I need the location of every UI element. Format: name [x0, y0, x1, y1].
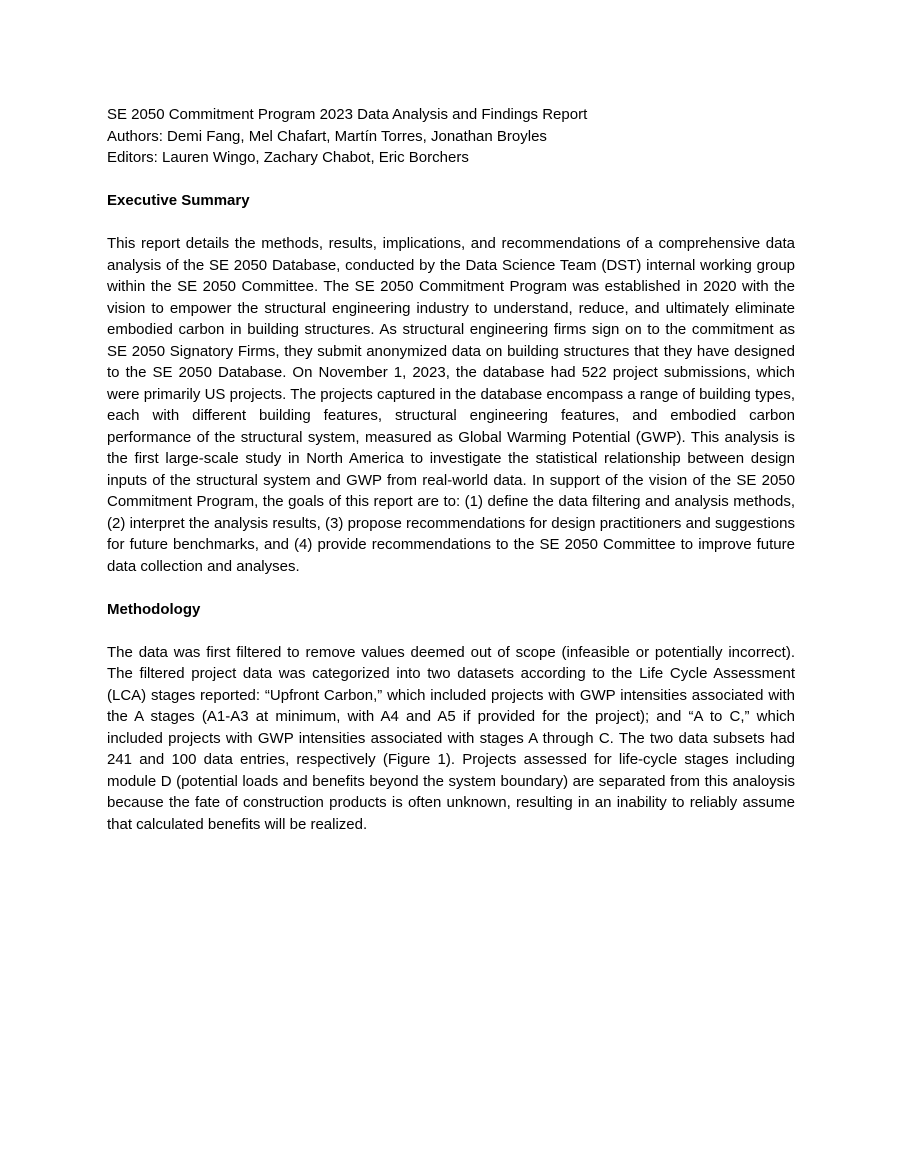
document-authors: Authors: Demi Fang, Mel Chafart, Martín Torres, Jonathan Broyles — [107, 127, 547, 145]
document-editors: Editors: Lauren Wingo, Zachary Chabot, Eric Borchers — [107, 149, 469, 166]
section-body-methodology: The data was first filtered to remove values deemed out of scope (infeasible or potentially incorrect). The filtered project data was categorized into two datasets according to the Life Cycle Assessment (LCA) stages reported: “Upfront Carbon,” which included projects with GWP intensities associated with the A stages (A1-A3 at minimum, with A4 and A5 if provided for the project); and “A to C,” which included projects with GWP intensities associated with stages A through C. The two data subsets had 241 and 100 data entries, respectively (Figure 1). Projects assessed for life-cycle stages including module D (potential loads and benefits beyond the system boundary) are separated from this analoysis because the fate of construction products is often unknown, resulting in an inability to reliably assume that calculated benefits will be realized. — [107, 643, 795, 833]
section-body-executive-summary: This report details the methods, results, implications, and recommendations of a comprehensive data analysis of the SE 2050 Database, conducted by the Data Science Team (DST) internal working group within the SE 2050 Committee. The SE 2050 Commitment Program was established in 2020 with the vision to empower the structural engineering industry to understand, reduce, and ultimately eliminate embodied carbon in building structures. As structural engineering firms sign on to the commitment as SE 2050 Signatory Firms, they submit anonymized data on building structures that they have designed to the SE 2050 Database. On November 1, 2023, the database had 522 project submissions, which were primarily US projects. The projects captured in the database encompass a range of building types, each with different building features, structural engineering features, and embodied carbon performance of the structural system, measured as Global Warming Potential (GWP). This analysis is the first large-scale study in North America to investigate the statistical relationship between design inputs of the structural system and GWP from real-world data. In support of the vision of the SE 2050 Commitment Program, the goals of this report are to: (1) define the data filtering and analysis methods, (2) interpret the analysis results, (3) propose recommendations for design practitioners and suggestions for future benchmarks, and (4) provide recommendations to the SE 2050 Committee to improve future data collection and analyses. — [107, 235, 795, 575]
section-heading-executive-summary: Executive Summary — [107, 192, 250, 209]
section-heading-methodology: Methodology — [107, 600, 201, 618]
document-title: SE 2050 Commitment Program 2023 Data Analysis and Findings Report — [107, 106, 588, 123]
